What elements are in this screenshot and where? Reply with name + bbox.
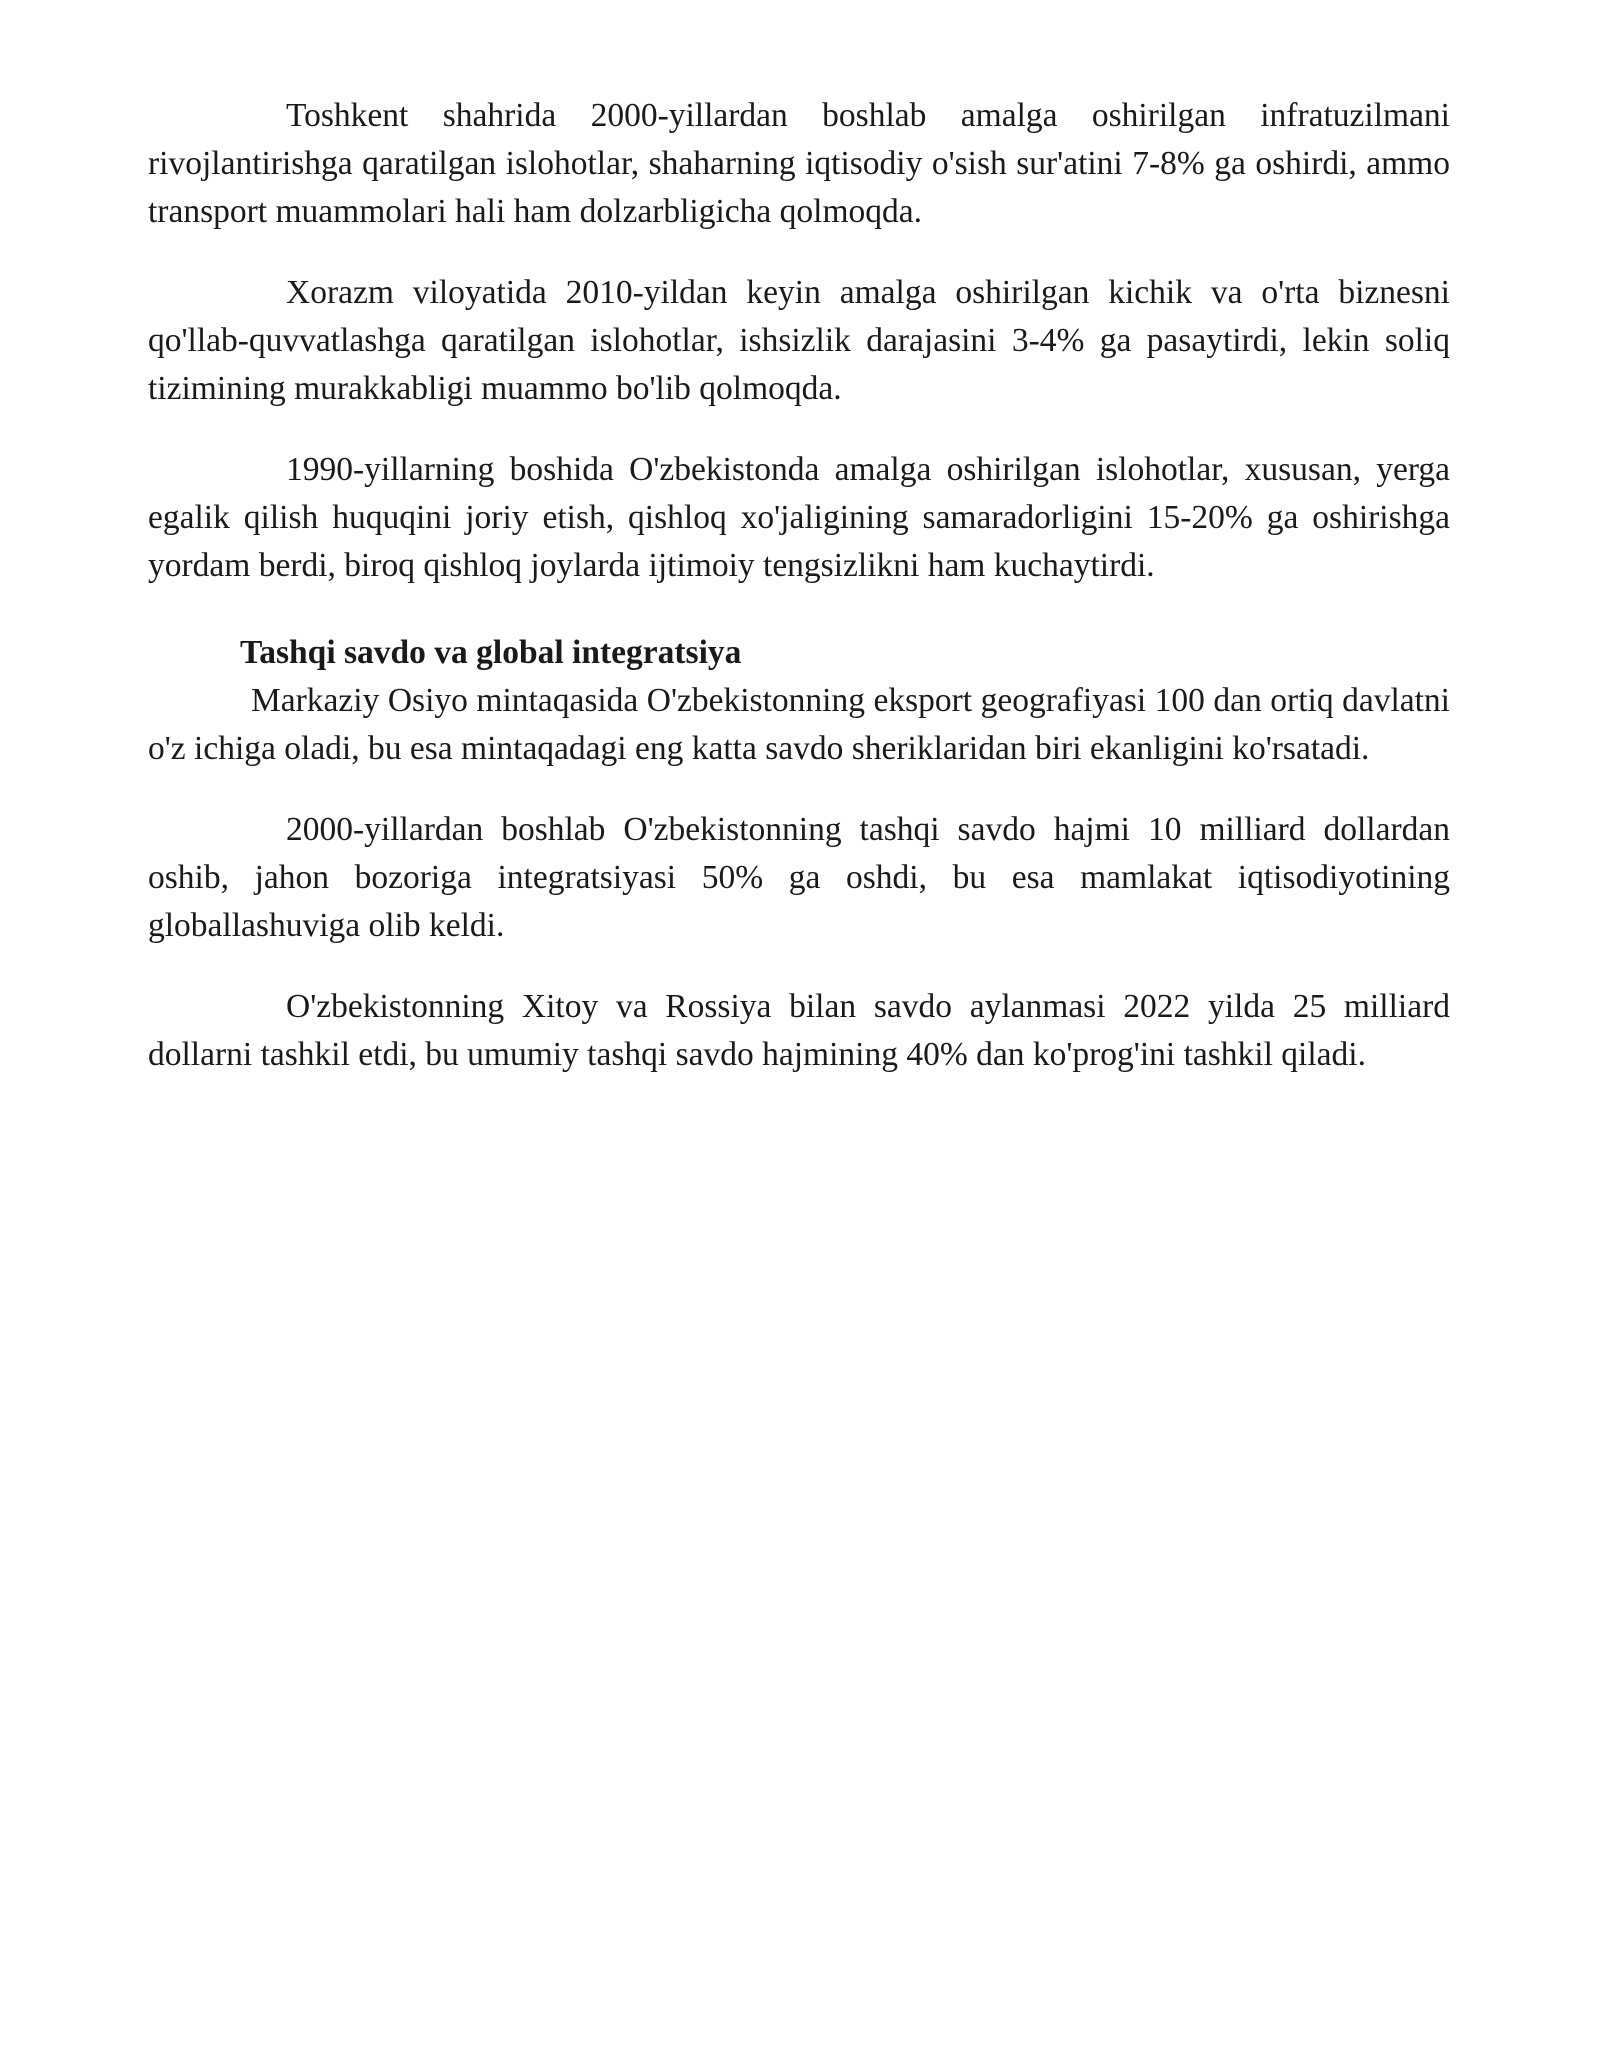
paragraph-1990s-reforms: 1990-yillarning boshida O'zbekistonda amalga oshirilgan islohotlar, xususan, yerga egalik qilish huquqini joriy etish, qishloq xo'jaligining samaradorligini 15-20% ga oshirishga yordam berdi, biroq qishloq joylarda ijtimoiy tengsizlikni ham kuchaytirdi. xyxy=(148,451,1450,584)
paragraph-china-russia-trade: O'zbekistonning Xitoy va Rossiya bilan savdo aylanmasi 2022 yilda 25 milliard dollarni tashkil etdi, bu umumiy tashqi savdo hajmining 40% dan ko'prog'ini tashkil qiladi. xyxy=(148,988,1450,1073)
paragraph-tashkent-reforms: Toshkent shahrida 2000-yillardan boshlab amalga oshirilgan infratuzilmani rivojlantirishga qaratilgan islohotlar, shaharning iqtisodiy o'sish sur'atini 7-8% ga oshirdi, ammo transport muammolari hali ham dolzarbligicha qolmoqda. xyxy=(148,97,1450,230)
paragraph-khorezm-reforms: Xorazm viloyatida 2010-yildan keyin amalga oshirilgan kichik va o'rta biznesni qo'llab-quvvatlashga qaratilgan islohotlar, ishsizlik darajasini 3-4% ga pasaytirdi, lekin soliq tizimining murakkabligi muammo bo'lib qolmoqda. xyxy=(148,274,1450,407)
paragraph-trade-volume: 2000-yillardan boshlab O'zbekistonning tashqi savdo hajmi 10 milliard dollardan oshib, jahon bozoriga integratsiyasi 50% ga oshdi, bu esa mamlakat iqtisodiyotining globallashuviga olib keldi. xyxy=(148,811,1450,944)
section-heading-foreign-trade: Tashqi savdo va global integratsiya xyxy=(240,634,742,671)
paragraph-export-geography: Markaziy Osiyo mintaqasida O'zbekistonning eksport geografiyasi 100 dan ortiq davlatni o'z ichiga oladi, bu esa mintaqadagi eng katta savdo sheriklaridan biri ekanligini ko'rsatadi. xyxy=(148,682,1450,767)
document-body xyxy=(148,92,1450,1079)
